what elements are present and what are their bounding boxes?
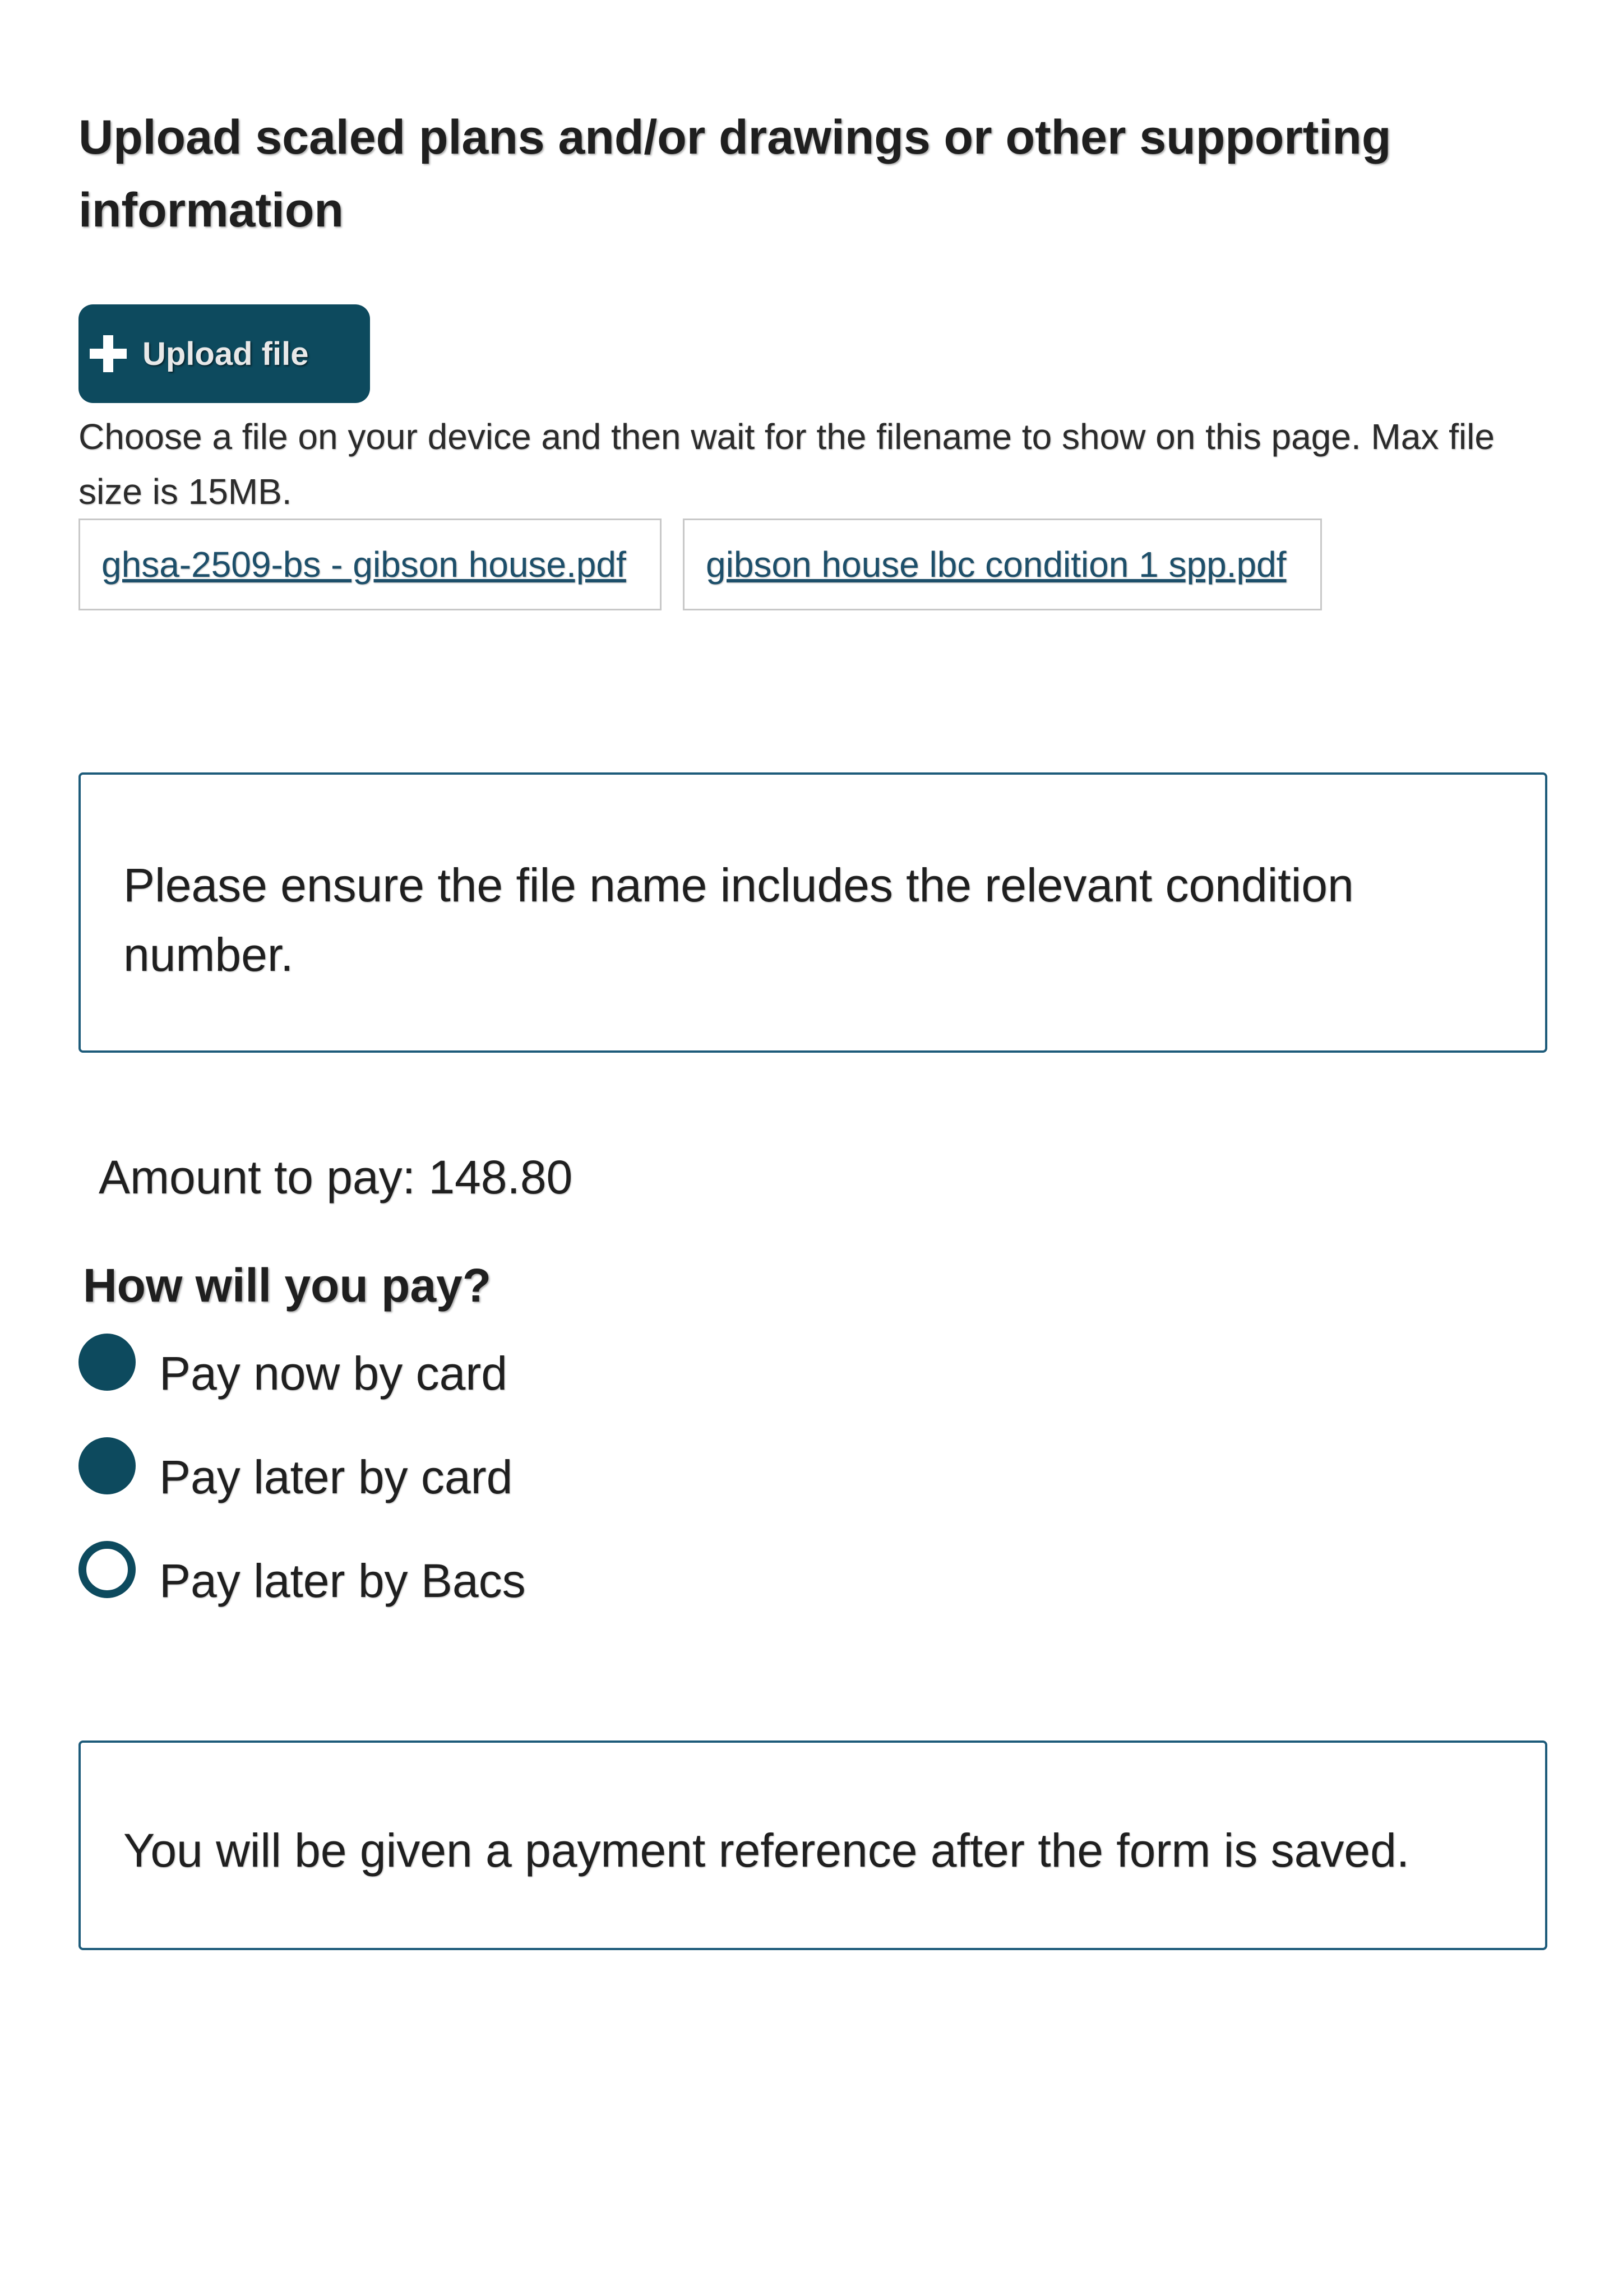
radio-pay-now-by-card[interactable]	[78, 1343, 507, 1404]
payment-reference-notice-text: You will be given a payment reference after the form is saved.	[123, 1824, 1410, 1877]
radio-pay-later-by-bacs[interactable]	[78, 1550, 526, 1612]
upload-hint: Choose a file on your device and then wait for the filename to show on this page. Max file size is 15MB.	[78, 416, 1495, 512]
upload-file-button-label: Upload file	[142, 335, 309, 372]
uploaded-file-link[interactable]: ghsa-2509-bs - gibson house.pdf	[78, 519, 662, 610]
radio-button[interactable]	[78, 1541, 136, 1598]
radio-label: Pay later by Bacs	[159, 1554, 526, 1607]
payment-method-question: How will you pay?	[83, 1259, 492, 1312]
plus-icon	[90, 335, 127, 372]
condition-notice-box	[78, 772, 1547, 1053]
radio-button[interactable]	[78, 1334, 136, 1391]
radio-label: Pay now by card	[159, 1346, 507, 1400]
radio-label: Pay later by card	[159, 1450, 513, 1503]
payment-reference-notice-box	[78, 1740, 1547, 1950]
upload-file-button[interactable]	[78, 304, 370, 403]
amount-to-pay: Amount to pay: 148.80	[99, 1151, 573, 1203]
uploaded-file-link[interactable]: gibson house lbc condition 1 spp.pdf	[683, 519, 1322, 610]
condition-notice-text: Please ensure the file name includes the relevant condition number.	[123, 859, 1354, 981]
radio-pay-later-by-card[interactable]	[78, 1446, 512, 1508]
upload-section-heading: Upload scaled plans and/or drawings or other supporting information	[78, 110, 1391, 237]
radio-button[interactable]	[78, 1437, 136, 1494]
